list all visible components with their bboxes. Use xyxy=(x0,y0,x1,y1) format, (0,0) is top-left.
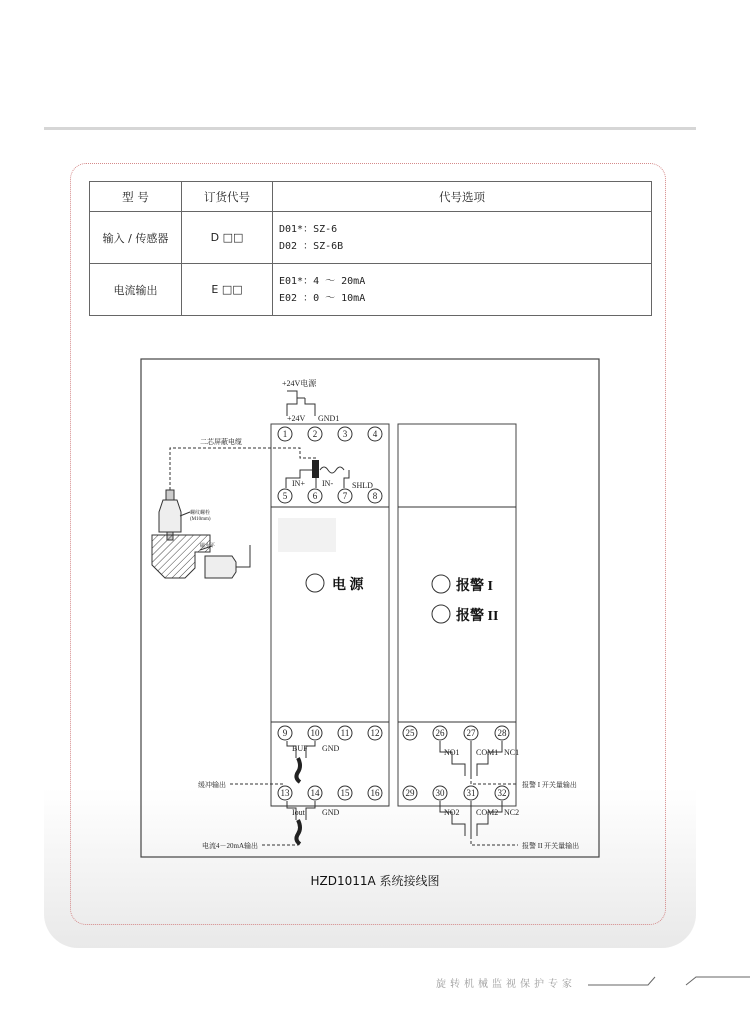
terminal-label: 6 xyxy=(312,491,318,501)
terminal-label: 12 xyxy=(370,728,380,738)
com2-label: COM2 xyxy=(476,808,499,817)
current-output-label: 电流4－20mA输出 xyxy=(202,842,258,850)
power-label: +24V电源 xyxy=(282,379,317,388)
alarm2-output-label: 报警 II 开关量输出 xyxy=(522,842,580,850)
terminal-label: 2 xyxy=(312,429,318,439)
terminal-label: 25 xyxy=(405,728,415,738)
nc2-label: NC2 xyxy=(504,808,520,817)
terminal-label: 8 xyxy=(372,491,378,501)
gnd-label: GND xyxy=(322,744,340,753)
row-name: 电流输出 xyxy=(90,264,182,316)
no2-label: NO2 xyxy=(444,808,460,817)
terminal-label: 32 xyxy=(497,788,507,798)
alarm1-output-label: 报警 I 开关量输出 xyxy=(522,781,577,789)
terminal-label: 28 xyxy=(497,728,507,738)
terminal-label: 5 xyxy=(282,491,288,501)
terminal-label: 1 xyxy=(282,429,288,439)
in-minus-label: IN- xyxy=(322,479,334,488)
terminal-label: 15 xyxy=(340,788,350,798)
option-line: D02 ：SZ-6B xyxy=(279,240,344,252)
terminal-label: 16 xyxy=(370,788,380,798)
gnd1-label: GND1 xyxy=(318,414,340,423)
terminal-label: 31 xyxy=(466,788,476,798)
terminal-label: 9 xyxy=(282,728,288,738)
plus24-label: +24V xyxy=(287,414,306,423)
row-code: E □□ xyxy=(182,264,273,316)
option-line: D01*：SZ-6 xyxy=(279,223,338,235)
iout-label: Iout xyxy=(292,808,305,817)
alarm1-label: 报警 I xyxy=(456,579,493,594)
footer-slogan: 旋转机械监视保护专家 xyxy=(436,979,576,990)
com1-label: COM1 xyxy=(476,748,499,757)
sensor-note: 螺纹螺栓 xyxy=(190,511,211,516)
footer-swoosh xyxy=(588,977,655,985)
terminal-label: 27 xyxy=(466,728,476,738)
cable-label: 二芯屏蔽电缆 xyxy=(200,438,242,446)
terminal-label: 3 xyxy=(342,429,348,439)
buffer-output-label: 缓冲输出 xyxy=(198,781,226,789)
header-options: 代号选项 xyxy=(273,182,652,212)
alarm2-label: 报警 II xyxy=(456,609,499,624)
header-order-code: 订货代号 xyxy=(182,182,273,212)
gnd-label-2: GND xyxy=(322,808,340,817)
sensor-note: 磁水平 xyxy=(200,544,216,549)
row-code: D □□ xyxy=(182,212,273,264)
terminal-label: 10 xyxy=(310,728,320,738)
terminal-label: 7 xyxy=(342,491,348,501)
option-line: E02 ：0 ～ 10mA xyxy=(279,292,366,304)
terminal-label: 14 xyxy=(310,788,320,798)
sensor-note: (M10mm) xyxy=(190,517,211,522)
shld-label: SHLD xyxy=(352,481,373,490)
in-plus-label: IN+ xyxy=(292,479,305,488)
buf-label: BUF xyxy=(292,744,308,753)
terminal-label: 26 xyxy=(435,728,445,738)
header-model: 型 号 xyxy=(90,182,182,212)
terminal-label: 4 xyxy=(372,429,378,439)
power-indicator-label: 电 源 xyxy=(332,578,364,593)
terminal-label: 11 xyxy=(340,728,350,738)
footer-swoosh xyxy=(686,977,750,985)
option-line: E01*：4 ～ 20mA xyxy=(279,275,366,287)
terminal-label: 29 xyxy=(405,788,415,798)
terminal-label: 30 xyxy=(435,788,445,798)
diagram-caption: HZD1011A 系统接线图 xyxy=(310,874,440,888)
nc1-label: NC1 xyxy=(504,748,520,757)
no1-label: NO1 xyxy=(444,748,460,757)
row-name: 输入 / 传感器 xyxy=(90,212,182,264)
terminal-label: 13 xyxy=(280,788,290,798)
